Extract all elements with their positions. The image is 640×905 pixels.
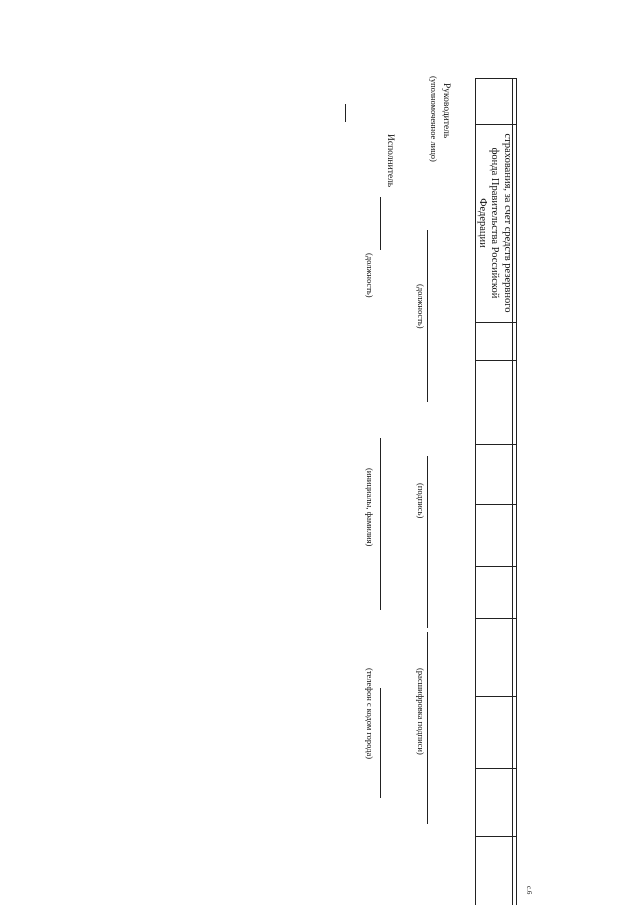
head-signature-caption: (подпись) bbox=[416, 483, 426, 519]
executor-phone-line bbox=[380, 688, 381, 798]
head-subtitle: (уполномоченное лицо) bbox=[429, 76, 439, 162]
executor-position-line bbox=[380, 197, 381, 250]
row-label-line-2: фонда Правительства Российской bbox=[489, 147, 501, 299]
table-row-label bbox=[476, 126, 514, 320]
executor-name-caption: (инициалы, фамилия) bbox=[365, 468, 375, 547]
date-line bbox=[345, 104, 346, 122]
head-decoding-caption: (расшифровка подписи) bbox=[416, 668, 426, 755]
row-label-line-1: страхования, за счет средств резервного bbox=[502, 133, 513, 313]
executor-position-caption: (должность) bbox=[365, 253, 375, 298]
head-decoding-line bbox=[427, 632, 428, 824]
head-position-line bbox=[427, 230, 428, 402]
executor-phone-caption: (телефон с кодом города) bbox=[365, 668, 375, 760]
page-number: с.6 bbox=[525, 886, 533, 895]
head-position-caption: (должность) bbox=[416, 284, 426, 329]
head-signature-line bbox=[427, 456, 428, 628]
row-label-line-3: Федерации bbox=[477, 198, 488, 248]
head-title: Руководитель bbox=[441, 83, 451, 139]
executor-name-line bbox=[380, 438, 381, 610]
report-table bbox=[475, 78, 517, 905]
executor-title: Исполнитель bbox=[385, 134, 395, 188]
